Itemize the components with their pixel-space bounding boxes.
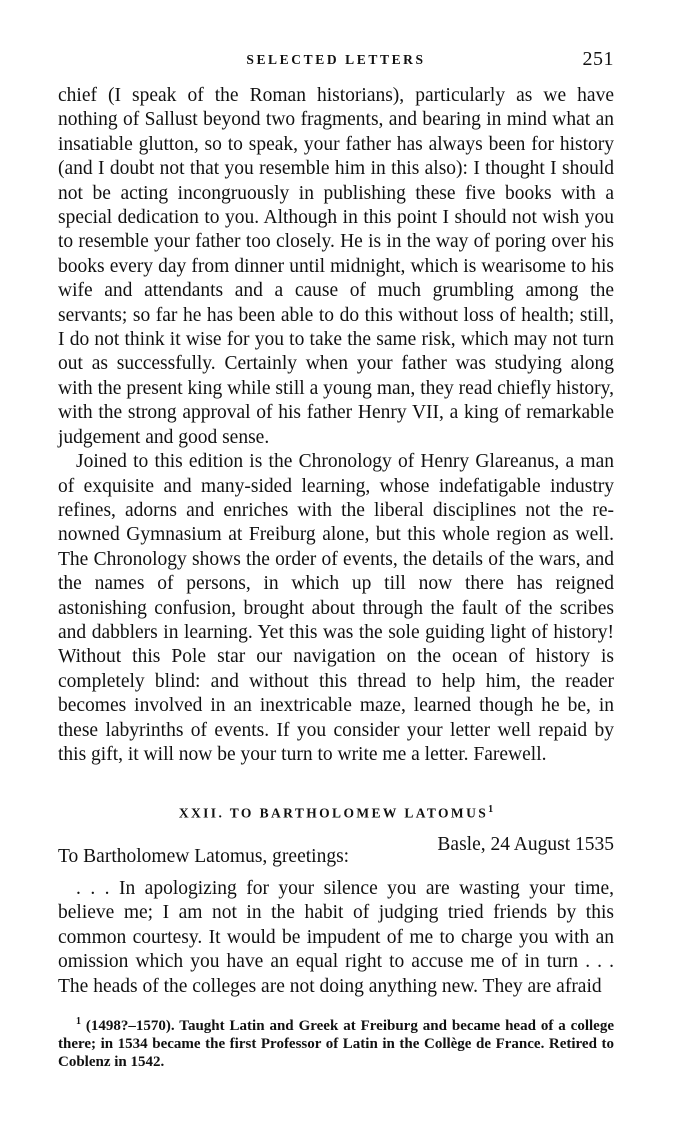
letter-heading-text: XXII. TO BARTHOLOMEW LATOMUS [178,805,489,821]
running-title: SELECTED LETTERS [246,52,426,67]
letter-heading [58,804,614,822]
footnote-marker: 1 [76,1016,81,1027]
letter-salutation: To Bartholomew Latomus, greetings: [58,846,350,867]
footnote-text: (1498?–1570). Taught Latin and Greek at Freiburg and became head of a college there; in 1534 became the first Professor of Latin in the Collège de France. Retired to Coblenz in 1542. [58,1018,614,1070]
footnote-reference: 1 [488,804,494,815]
paragraph-chronology: Joined to this edition is the Chronology of Henry Glareanus, a man of exquisite and many-sided learning, whose indefatigable industry refines, adorns and enriches with the liberal disciplines not the renowned Gymnasium at Freiburg alone, but this whole region as well. The Chronology shows the order of events, the details of the wars, and the names of persons, in which up till now there has reigned astonishing confusion, brought about through the fault of the scribes and dabblers in learning. Yet this was the sole guiding light of history! Without this Pole star our navigation on the ocean of history is completely blind: and without this thread to help him, the reader becomes involved in an inextricable maze, learned though he be, in these labyrinths of events. If you consider your letter well repaid by this gift, it will now be your turn to write me a letter. Farewell. [58,451,614,765]
paragraph-chief: chief (I speak of the Roman historians), particularly as we have nothing of Sallust beyond two fragments, and bearing in mind what an insatiable glutton, so to speak, your father has always been for history (and I doubt not that you resemble him in this also): I thought I should not be acting incongruously in publishing these five books with a special dedication to you. Although in this point I should not wish you to resemble your father too closely. He is in the way of poring over his books every day from dinner until midnight, which is wearisome to his wife and attendants and a cause of much grumbling among the servants; so far he has been able to do this without loss of health; still, I do not think it wise for you to take the same risk, which may not turn out as successfully. Certainly when your father was studying along with the present king while still a young man, they read chiefly history, with the strong approval of his father Henry VII, a king of remarkable judgement and good sense. [58,85,614,448]
page-number: 251 [582,48,614,70]
continued-letter-text [58,84,614,767]
letter-dateline: Basle, 24 August 1535 [437,834,614,855]
letter-paragraph: . . . In apologizing for your silence you are wasting your time, believe me; I am not in the habit of judging tried friends by this common courtesy. It would be impudent of me to charge you with an omission which you have an equal right to accuse me of in turn . . . The heads of the colleges are not doing anything new. They are afraid [58,878,614,997]
letter-body [58,877,614,999]
footnote [58,1013,614,1071]
running-head [58,48,614,74]
